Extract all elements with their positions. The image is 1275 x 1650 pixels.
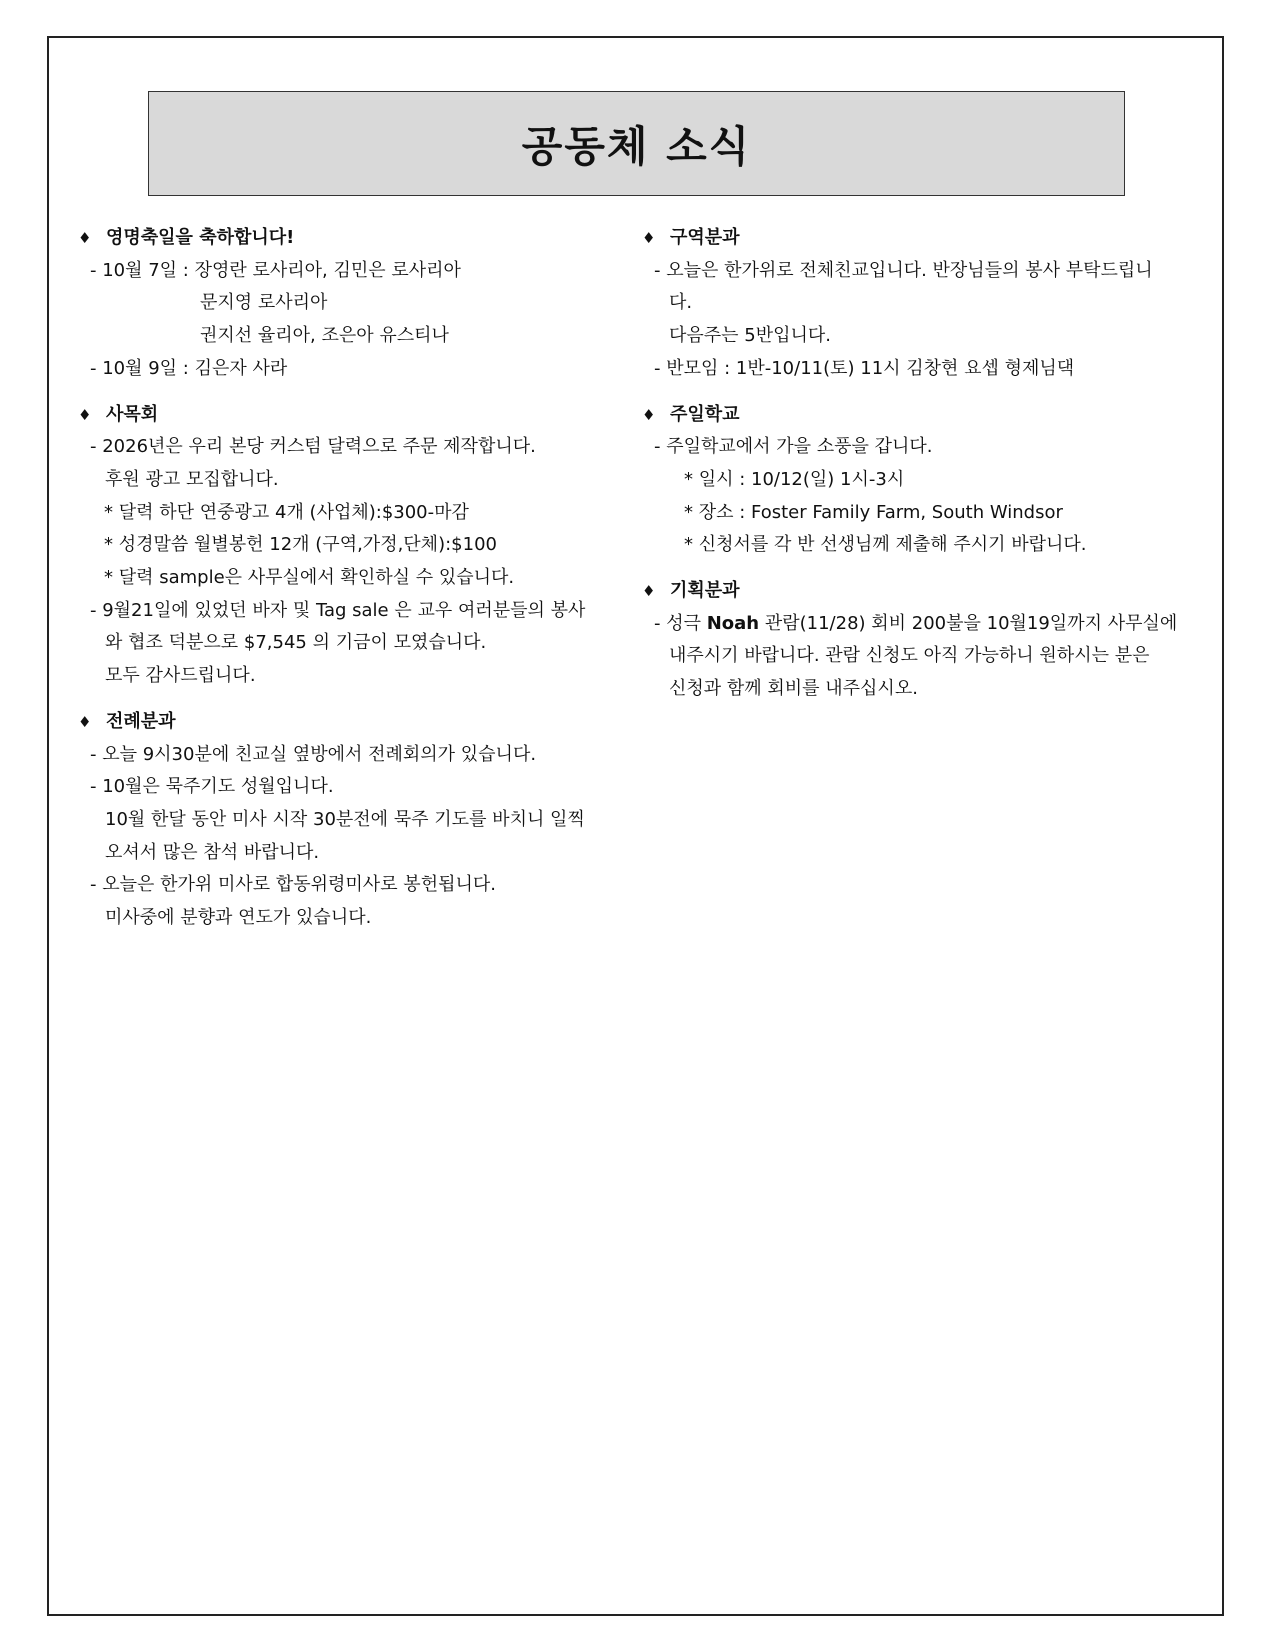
text-line: 다음주는 5반입니다.: [669, 325, 831, 347]
section-heading: ♦ 기획분과: [642, 575, 1204, 608]
diamond-bullet-icon: ♦: [642, 405, 656, 424]
text-line: - 9월21일에 있었던 바자 및 Tag sale 은 교우 여러분들의 봉사: [90, 599, 586, 621]
diamond-bullet-icon: ♦: [78, 405, 92, 424]
text-line: - 반모임 : 1반-10/11(토) 11시 김창현 요셉 형제님댁: [654, 357, 1075, 379]
text-line: - 10월 7일 : 장영란 로사리아, 김민은 로사리아: [90, 259, 461, 281]
text-line: - 10월은 묵주기도 성월입니다.: [90, 776, 334, 798]
section-feast-day: [78, 222, 623, 386]
text-line: - 주일학교에서 가을 소풍을 갑니다.: [654, 436, 933, 458]
text-line: - 오늘은 한가위로 전체친교입니다. 반장님들의 봉사 부탁드립니: [654, 259, 1153, 281]
text-line: 내주시기 바랍니다. 관람 신청도 아직 가능하니 원하시는 분은: [669, 645, 1150, 667]
text-line: 와 협조 덕분으로 $7,545 의 기금이 모였습니다.: [105, 632, 487, 654]
text-line: 신청과 함께 회비를 내주십시오.: [669, 678, 918, 700]
page-title: 공동체 소식: [521, 121, 752, 171]
title-banner: [148, 91, 1125, 196]
play-title: Noah: [706, 612, 760, 634]
text-line: 후원 광고 모집합니다.: [105, 468, 279, 490]
section-sunday-school: [642, 399, 1204, 563]
text-line: 미사중에 분향과 연도가 있습니다.: [105, 907, 372, 929]
text-line: - 2026년은 우리 본당 커스텀 달력으로 주문 제작합니다.: [90, 436, 536, 458]
text-line: * 성경말씀 월별봉헌 12개 (구역,가정,단체):$100: [104, 534, 497, 556]
text-line: - 성극 Noah 관람(11/28) 회비 200불을 10월19일까지 사무실에: [654, 612, 1178, 634]
text-line: * 일시 : 10/12(일) 1시-3시: [684, 468, 905, 490]
text-line: 오셔서 많은 참석 바랍니다.: [105, 841, 320, 863]
text-line: 모두 감사드립니다.: [105, 665, 256, 687]
text-line: * 달력 sample은 사무실에서 확인하실 수 있습니다.: [104, 567, 515, 589]
text-line: - 오늘은 한가위 미사로 합동위령미사로 봉헌됩니다.: [90, 874, 496, 896]
text-line: 문지영 로사리아: [200, 292, 328, 314]
section-heading: ♦ 영명축일을 축하합니다!: [78, 222, 623, 255]
diamond-bullet-icon: ♦: [642, 582, 656, 601]
left-column: [78, 222, 623, 948]
section-heading: ♦ 사목회: [78, 399, 623, 432]
text-line: 10월 한달 동안 미사 시작 30분전에 묵주 기도를 바치니 일찍: [105, 808, 585, 830]
section-pastoral-council: [78, 399, 623, 693]
text-line: * 신청서를 각 반 선생님께 제출해 주시기 바랍니다.: [684, 534, 1087, 556]
section-heading: ♦ 구역분과: [642, 222, 1204, 255]
text-line: - 오늘 9시30분에 친교실 옆방에서 전례회의가 있습니다.: [90, 743, 537, 765]
section-heading: ♦ 주일학교: [642, 399, 1204, 432]
section-liturgy: [78, 706, 623, 935]
diamond-bullet-icon: ♦: [642, 229, 656, 247]
section-district: [642, 222, 1204, 386]
text-line: * 달력 하단 연중광고 4개 (사업체):$300-마감: [104, 501, 469, 523]
diamond-bullet-icon: ♦: [78, 712, 92, 731]
section-heading: ♦ 전례분과: [78, 706, 623, 739]
text-line: - 10월 9일 : 김은자 사라: [90, 357, 288, 379]
right-column: [642, 222, 1204, 719]
text-line: 다.: [669, 292, 693, 314]
section-planning: [642, 575, 1204, 706]
text-line: 권지선 율리아, 조은아 유스티나: [200, 325, 449, 347]
diamond-bullet-icon: ♦: [78, 229, 92, 247]
text-line: * 장소 : Foster Family Farm, South Windsor: [684, 501, 1063, 523]
